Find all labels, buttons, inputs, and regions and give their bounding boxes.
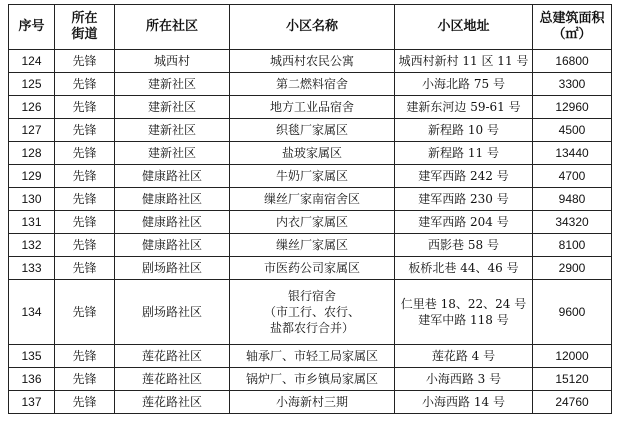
cell-address: 建军西路 204 号 bbox=[395, 211, 533, 234]
header-community: 所在社区 bbox=[115, 5, 230, 50]
header-area bbox=[533, 5, 612, 50]
cell-address: 建军西路 242 号 bbox=[395, 165, 533, 188]
cell-area: 3300 bbox=[533, 73, 612, 96]
cell-area: 13440 bbox=[533, 142, 612, 165]
cell-address: 小海西路 14 号 bbox=[395, 391, 533, 414]
cell-name-line: 银行宿舍 bbox=[287, 289, 336, 303]
cell-community: 建新社区 bbox=[115, 73, 230, 96]
cell-community: 莲花路社区 bbox=[115, 345, 230, 368]
cell-street: 先锋 bbox=[55, 280, 115, 345]
cell-seq: 130 bbox=[9, 188, 55, 211]
table-row bbox=[9, 391, 612, 414]
cell-area: 15120 bbox=[533, 368, 612, 391]
cell-address: 建军西路 230 号 bbox=[395, 188, 533, 211]
cell-street: 先锋 bbox=[55, 391, 115, 414]
cell-seq: 124 bbox=[9, 50, 55, 73]
cell-street: 先锋 bbox=[55, 50, 115, 73]
cell-seq: 137 bbox=[9, 391, 55, 414]
cell-area: 34320 bbox=[533, 211, 612, 234]
cell-area: 12000 bbox=[533, 345, 612, 368]
cell-name: 盐玻家属区 bbox=[230, 142, 395, 165]
cell-street: 先锋 bbox=[55, 119, 115, 142]
cell-address: 莲花路 4 号 bbox=[395, 345, 533, 368]
cell-community: 健康路社区 bbox=[115, 165, 230, 188]
cell-community: 城西村 bbox=[115, 50, 230, 73]
table-row bbox=[9, 234, 612, 257]
cell-area: 9480 bbox=[533, 188, 612, 211]
cell-name: 第二燃料宿舍 bbox=[230, 73, 395, 96]
cell-seq: 131 bbox=[9, 211, 55, 234]
data-table-container bbox=[8, 4, 611, 414]
cell-community: 健康路社区 bbox=[115, 188, 230, 211]
cell-address: 小海北路 75 号 bbox=[395, 73, 533, 96]
cell-community: 建新社区 bbox=[115, 142, 230, 165]
cell-name: 地方工业品宿舍 bbox=[230, 96, 395, 119]
header-seq: 序号 bbox=[9, 5, 55, 50]
cell-area: 16800 bbox=[533, 50, 612, 73]
cell-seq: 129 bbox=[9, 165, 55, 188]
cell-area: 8100 bbox=[533, 234, 612, 257]
table-row bbox=[9, 165, 612, 188]
cell-name: 缫丝厂家属区 bbox=[230, 234, 395, 257]
residential-area-table bbox=[8, 4, 612, 414]
cell-name: 锅炉厂、市乡镇局家属区 bbox=[230, 368, 395, 391]
cell-address: 西影巷 58 号 bbox=[395, 234, 533, 257]
header-area-line2: （㎡） bbox=[552, 27, 592, 42]
cell-address bbox=[395, 280, 533, 345]
table-row bbox=[9, 188, 612, 211]
cell-area: 24760 bbox=[533, 391, 612, 414]
cell-address: 建新东河边 59-61 号 bbox=[395, 96, 533, 119]
cell-address-line: 仁里巷 18、22、24 号 bbox=[400, 297, 527, 311]
cell-seq: 125 bbox=[9, 73, 55, 96]
cell-street: 先锋 bbox=[55, 73, 115, 96]
cell-street: 先锋 bbox=[55, 368, 115, 391]
table-row bbox=[9, 368, 612, 391]
cell-seq: 132 bbox=[9, 234, 55, 257]
cell-seq: 136 bbox=[9, 368, 55, 391]
table-header-row bbox=[9, 5, 612, 50]
cell-seq: 135 bbox=[9, 345, 55, 368]
cell-community: 莲花路社区 bbox=[115, 368, 230, 391]
cell-address: 新程路 10 号 bbox=[395, 119, 533, 142]
table-row bbox=[9, 73, 612, 96]
table-row bbox=[9, 142, 612, 165]
cell-area: 2900 bbox=[533, 257, 612, 280]
cell-area: 9600 bbox=[533, 280, 612, 345]
cell-community: 莲花路社区 bbox=[115, 391, 230, 414]
header-street bbox=[55, 5, 115, 50]
cell-street: 先锋 bbox=[55, 96, 115, 119]
cell-street: 先锋 bbox=[55, 165, 115, 188]
cell-name-line: （市工行、农行、 bbox=[263, 305, 360, 319]
cell-area: 4700 bbox=[533, 165, 612, 188]
cell-address-line: 建军中路 118 号 bbox=[418, 313, 509, 327]
table-row bbox=[9, 257, 612, 280]
cell-community: 健康路社区 bbox=[115, 234, 230, 257]
cell-name: 牛奶厂家属区 bbox=[230, 165, 395, 188]
cell-seq: 134 bbox=[9, 280, 55, 345]
cell-seq: 127 bbox=[9, 119, 55, 142]
cell-street: 先锋 bbox=[55, 142, 115, 165]
cell-name: 缫丝厂家南宿舍区 bbox=[230, 188, 395, 211]
header-address: 小区地址 bbox=[395, 5, 533, 50]
cell-name: 小海新村三期 bbox=[230, 391, 395, 414]
cell-name: 织毯厂家属区 bbox=[230, 119, 395, 142]
cell-street: 先锋 bbox=[55, 257, 115, 280]
cell-community: 建新社区 bbox=[115, 96, 230, 119]
cell-community: 健康路社区 bbox=[115, 211, 230, 234]
cell-name bbox=[230, 280, 395, 345]
cell-street: 先锋 bbox=[55, 188, 115, 211]
cell-community: 剧场路社区 bbox=[115, 257, 230, 280]
cell-name-line: 盐都农行合并） bbox=[269, 321, 354, 335]
header-name: 小区名称 bbox=[230, 5, 395, 50]
cell-seq: 128 bbox=[9, 142, 55, 165]
table-row bbox=[9, 345, 612, 368]
cell-seq: 126 bbox=[9, 96, 55, 119]
cell-community: 剧场路社区 bbox=[115, 280, 230, 345]
table-row bbox=[9, 50, 612, 73]
cell-name: 城西村农民公寓 bbox=[230, 50, 395, 73]
table-row bbox=[9, 211, 612, 234]
table-row bbox=[9, 280, 612, 345]
cell-seq: 133 bbox=[9, 257, 55, 280]
table-row bbox=[9, 96, 612, 119]
cell-street: 先锋 bbox=[55, 345, 115, 368]
header-area-line1: 总建筑面积 bbox=[539, 11, 605, 26]
cell-street: 先锋 bbox=[55, 211, 115, 234]
cell-address: 小海西路 3 号 bbox=[395, 368, 533, 391]
cell-address: 新程路 11 号 bbox=[395, 142, 533, 165]
cell-area: 12960 bbox=[533, 96, 612, 119]
cell-community: 建新社区 bbox=[115, 119, 230, 142]
cell-area: 4500 bbox=[533, 119, 612, 142]
table-row bbox=[9, 119, 612, 142]
cell-address: 城西村新村 11 区 11 号 bbox=[395, 50, 533, 73]
cell-address: 板桥北巷 44、46 号 bbox=[395, 257, 533, 280]
cell-name: 内衣厂家属区 bbox=[230, 211, 395, 234]
cell-name: 市医药公司家属区 bbox=[230, 257, 395, 280]
header-street-line1: 所在 bbox=[71, 11, 98, 26]
cell-street: 先锋 bbox=[55, 234, 115, 257]
header-street-line2: 街道 bbox=[71, 27, 98, 42]
cell-name: 轴承厂、市轻工局家属区 bbox=[230, 345, 395, 368]
